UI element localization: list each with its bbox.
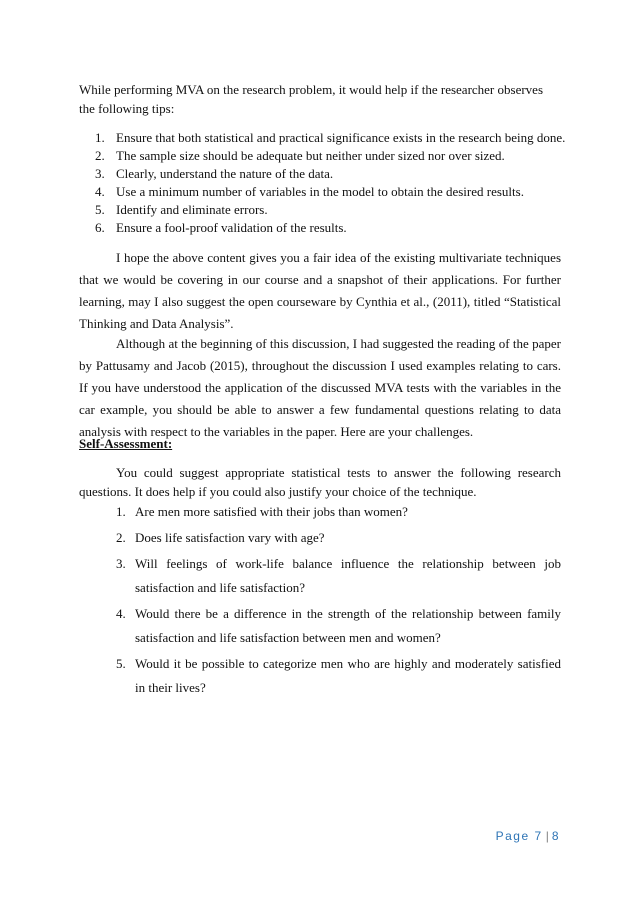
- list-item: [79, 201, 561, 219]
- list-item: [79, 129, 566, 147]
- paragraph-text: Although at the beginning of this discussion, I had suggested the reading of the paper by Pattusamy and Jacob (2015), throughout the discussion I used examples relating to cars. If you have understood the application of the discussed MVA tests with the variables in the car example, you should be able to answer a few fundamental questions relating to data analysis with respect to the variables in the paper. Here are your challenges.: [79, 336, 561, 439]
- list-text: Identify and eliminate errors.: [116, 202, 268, 217]
- list-text: Would it be possible to categorize men who are highly and moderately satisfied in their lives?: [135, 656, 561, 695]
- list-item: [79, 183, 561, 201]
- list-text: Are men more satisfied with their jobs than women?: [135, 504, 408, 519]
- self-assessment-intro: [79, 463, 561, 501]
- section-heading: Self-Assessment:: [79, 436, 173, 451]
- list-number: 1.: [116, 504, 126, 519]
- questions-list: [79, 500, 561, 702]
- list-item: [79, 602, 561, 650]
- page-label: Page: [495, 829, 530, 843]
- current-page: 7: [534, 829, 543, 843]
- list-text: Will feelings of work-life balance influence the relationship between job satisfaction and life satisfaction?: [135, 556, 561, 595]
- list-item: [79, 500, 561, 524]
- paragraph-text: I hope the above content gives you a fair idea of the existing multivariate techniques that we would be covering in our course and a snapshot of their applications. For further learning, may I also suggest the open courseware by Cynthia et al., (2011), titled “Statistical Thinking and Data Analysis”.: [79, 250, 561, 331]
- list-number: 2.: [95, 148, 105, 163]
- list-text: Ensure a fool-proof validation of the results.: [116, 220, 347, 235]
- tips-list: [79, 129, 566, 237]
- list-number: 1.: [95, 130, 105, 145]
- list-item: [79, 147, 561, 165]
- list-number: 2.: [116, 530, 126, 545]
- paragraph-text: You could suggest appropriate statistical tests to answer the following research questions. It does help if you could also justify your choice of the technique.: [79, 465, 561, 499]
- list-text: Clearly, understand the nature of the data.: [116, 166, 334, 181]
- list-number: 3.: [116, 556, 126, 571]
- list-item: [79, 552, 561, 600]
- list-item: [79, 219, 561, 237]
- list-text: Ensure that both statistical and practical significance exists in the research being done.: [116, 130, 566, 145]
- list-item: [79, 526, 561, 550]
- paragraph-challenges: [79, 333, 561, 443]
- list-item: [79, 165, 561, 183]
- list-text: Would there be a difference in the strength of the relationship between family satisfaction and life satisfaction between men and women?: [135, 606, 561, 645]
- list-item: [79, 652, 561, 700]
- list-text: The sample size should be adequate but neither under sized nor over sized.: [116, 148, 505, 163]
- list-number: 4.: [116, 606, 126, 621]
- list-number: 5.: [95, 202, 105, 217]
- list-number: 6.: [95, 220, 105, 235]
- list-number: 4.: [95, 184, 105, 199]
- paragraph-further-learning: [79, 247, 561, 335]
- list-number: 5.: [116, 656, 126, 671]
- intro-text: While performing MVA on the research problem, it would help if the researcher observes the following tips:: [79, 82, 544, 116]
- page-number: [496, 829, 560, 843]
- list-number: 3.: [95, 166, 105, 181]
- list-text: Use a minimum number of variables in the model to obtain the desired results.: [116, 184, 524, 199]
- list-text: Does life satisfaction vary with age?: [135, 530, 325, 545]
- total-pages: 8: [551, 829, 560, 843]
- page-separator: |: [545, 829, 549, 843]
